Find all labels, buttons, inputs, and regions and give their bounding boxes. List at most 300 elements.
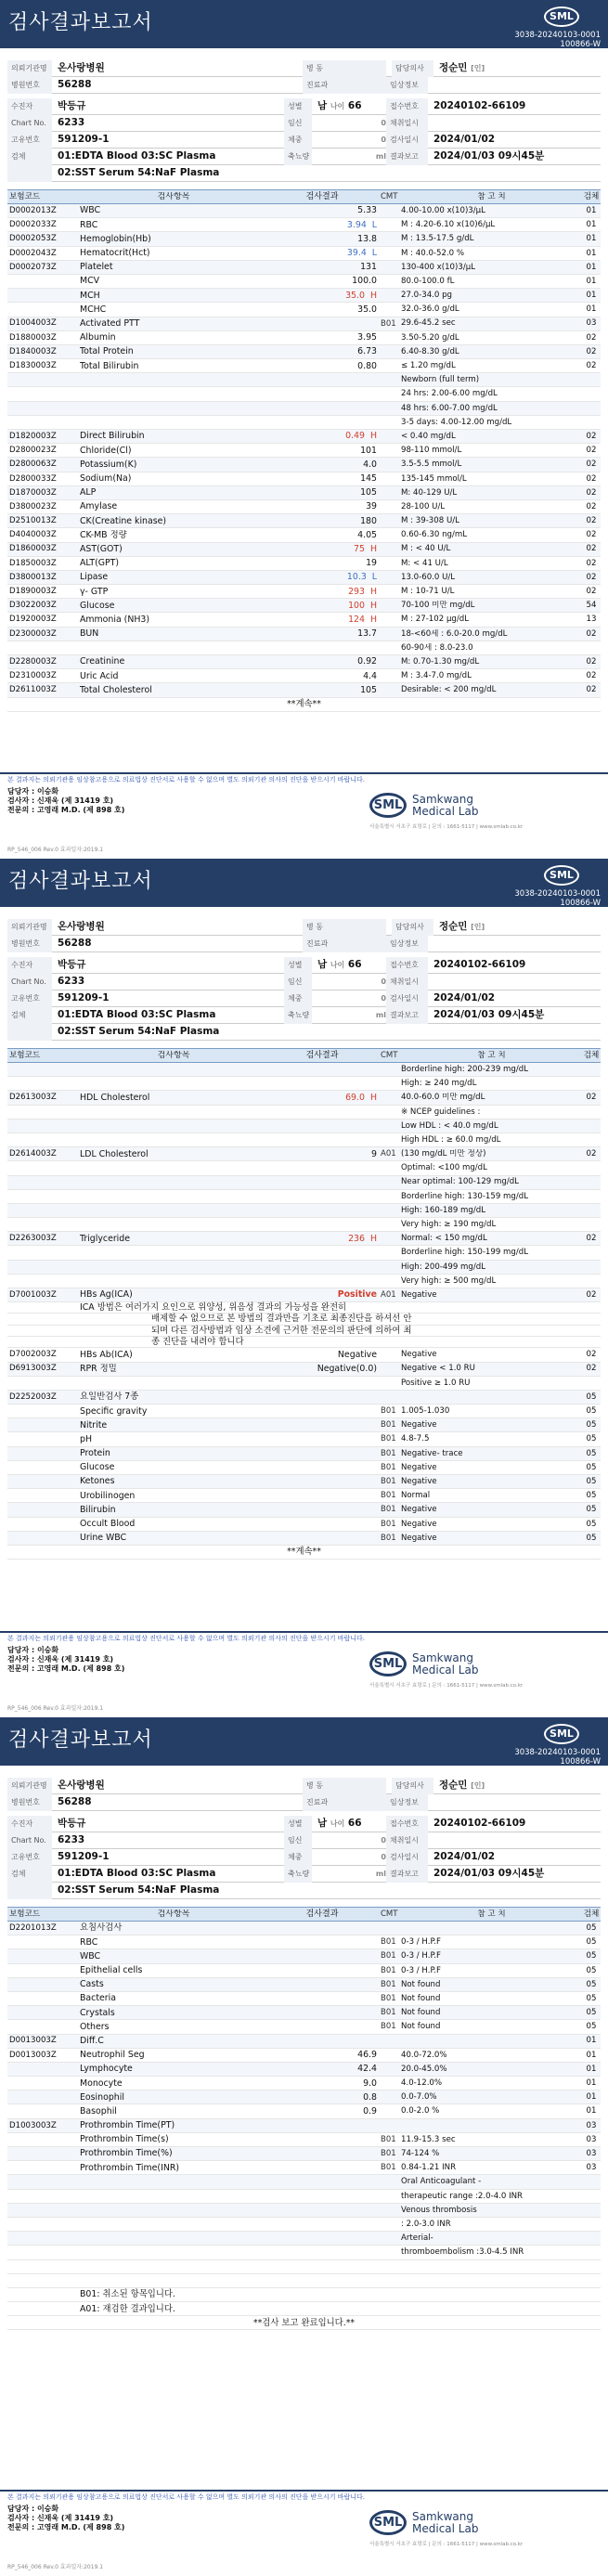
table-row (7, 1377, 601, 1391)
specimen: 02 (586, 446, 597, 456)
test-item: Uric Acid (80, 670, 119, 681)
lab-logo: SML Samkwang Medical Lab (369, 1651, 478, 1676)
test-item: Direct Bilirubin (80, 431, 145, 442)
table-row (7, 557, 601, 571)
specimen: 13 (586, 615, 597, 625)
reference-range: Borderline high: 150-199 mg/dL (401, 1248, 529, 1258)
test-result: 105 (360, 487, 377, 498)
reference-range: M: 0.70-1.30 mg/dL (401, 656, 480, 667)
report-header (0, 0, 608, 48)
reference-range: 40.0-60.0 미만 mg/dL (401, 1093, 485, 1103)
reference-range: 0.0-2.0 % (401, 2106, 440, 2116)
cmt: B01 (381, 1505, 396, 1515)
specimen: 05 (586, 1406, 597, 1416)
cmt: B01 (381, 1448, 396, 1458)
cmt: B01 (381, 1993, 396, 2003)
reference-range: Negative < 1.0 RU (401, 1364, 475, 1374)
table-row (7, 1204, 601, 1218)
table-row (7, 655, 601, 669)
report-title: 검사결과보고서 (8, 870, 153, 893)
test-result: 145 (360, 473, 377, 485)
lab-logo: SML Samkwang Medical Lab (369, 2510, 478, 2535)
specimen: 05 (586, 1993, 597, 2003)
test-item: ALT(GPT) (80, 558, 120, 569)
reference-range: 48 hrs: 6.00-7.00 mg/dL (401, 403, 498, 413)
table-row (7, 1518, 601, 1532)
specimen: 03 (586, 318, 597, 329)
reference-range: Low HDL : < 40.0 mg/dL (401, 1120, 498, 1131)
table-row (7, 1190, 601, 1204)
table-row (7, 2077, 601, 2091)
reference-range: 20.0-45.0% (401, 2064, 447, 2074)
patient-info: 의뢰기관명 온사랑병원 병 동 담당의사 정순민 [인] 병원번호 56288 진료과 임상정보 수진자 박등규 성별 남 나이 66 접수번호 20240102-66109 Chart No. 6233 임신 0 채취일시 고유번호 591209-1 체중 0 검사일시 2024/01/02 검체 01:EDTA Blood 03:SC Plasma 축뇨량 ml 결과보고 2024/01/03 09시45분 02:SST Serum 54:NaF Plasma (7, 919, 601, 1045)
table-row (7, 430, 601, 444)
reference-range: M : 27-102 μg/dL (401, 615, 470, 625)
insurance-code: D2252003Z (9, 1392, 57, 1402)
specimen: 05 (586, 1462, 597, 1472)
test-result: 42.4 (357, 2064, 377, 2075)
test-item: 요침사검사 (80, 1922, 123, 1934)
table-row (7, 289, 601, 303)
test-result: 9.0 (363, 2078, 377, 2089)
table-row (7, 1489, 601, 1503)
test-result: 100.0 (352, 276, 377, 287)
reference-range: 6.40-8.30 g/dL (401, 346, 459, 356)
table-row (7, 1503, 601, 1517)
table-row (7, 2035, 601, 2049)
specimen: 05 (586, 1476, 597, 1486)
test-result: 13.8 (357, 233, 377, 244)
table-row (7, 514, 601, 528)
table-row (7, 1261, 601, 1275)
specimen: 02 (586, 656, 597, 667)
insurance-code: D0013003Z (9, 2050, 57, 2060)
table-row (7, 2091, 601, 2104)
test-result: 180 (360, 515, 377, 526)
table-row (7, 1432, 601, 1446)
test-result: 39 (366, 501, 377, 512)
cmt: B01 (381, 2163, 396, 2173)
cmt: B01 (381, 1979, 396, 1989)
specimen: 02 (586, 516, 597, 526)
test-item: WBC (80, 205, 101, 216)
test-item: Diff.C (80, 2035, 104, 2046)
specimen: 01 (586, 304, 597, 315)
insurance-code: D2611003Z (9, 685, 57, 695)
cmt: B01 (381, 1434, 396, 1444)
report-page: 검사결과보고서 SML 3038-20240103-0001 100866-W 의뢰기관명 온사랑병원 병 동 담당의사 정순민 [인] 병원번호 56288 진료과 임상정보 수진자 박등규 성별 남 나이 66 접수번호 20240102-66109 Chart No. 6233 임신 0 채취일시 고유번호 591209-1 체중 0 검사일시 2024/01/02 검체 01:EDTA Blood 03:SC Plasma 축뇨량 ml 결과보고 2024/01/03 09시45분 02:SST Serum 54:NaF Plasma 보험코드 검사항목 검사결과 CMT 참 고 치 검체 D0002013Z WBC 5.33 4.00-10.00 x(10)3/μL 01 D0002033Z RBC 3.94 L M : 4.20-6.10 x(10)6/μL 01 D0002053Z Hemoglobin(Hb) 13.8 M : 13.5-17.5 g/dL 01 D0002043Z Hematocrit(Hct) 39.4 L M : 40.0-52.0 % 01 D0002073Z Platelet 131 130-400 x(10)3/μL 01 MCV 100.0 80.0-100.0 fL 01 MCH 35.0 H 27.0-34.0 pg 01 MCHC 35.0 32.0-36.0 g/dL 01 D1004003Z Activated PTT B01 29.6-45.2 sec 03 D1880003Z Albumin 3.95 3.50-5.20 g/dL 02 D1840003Z Total Protein 6.73 6.40-8.30 g/dL 02 D1830003Z Total Bilirubin 0.80 ≤ 1.20 mg/dL 02 Newborn (full term) 24 hrs: 2.00-6.00 mg/dL 48 hrs: 6.00-7.00 mg/dL 3-5 days: 4.00-12.00 mg/dL D1820003Z Direct Bilirubin 0.49 H < 0.40 mg/dL 02 D2800023Z Chloride(Cl) 101 98-110 mmol/L 02 D2800063Z Potassium(K) 4.0 3.5-5.5 mmol/L 02 D2800033Z Sodium(Na) 145 135-145 mmol/L 02 D1870003Z ALP 105 M: 40-129 U/L 02 D3800023Z Amylase 39 28-100 U/L 02 D2510013Z CK(Creatine kinase) 180 M : 39-308 U/L 02 D4040003Z CK-MB 정량 4.05 0.60-6.30 ng/mL 02 D1860003Z AST(GOT) 75 H M : < 40 U/L 02 D1850003Z ALT(GPT) 19 M: < 41 U/L 02 D3800013Z Lipase 10.3 L 13.0-60.0 U/L 02 D1890003Z γ- GTP 293 H M : 10-71 U/L 02 D3022003Z Glucose 100 H 70-100 미만 mg/dL 54 D1920003Z Ammonia (NH3) 124 H M : 27-102 μg/dL 13 D2300003Z BUN 13.7 18-<60세 : 6.0-20.0 mg/dL 02 60-90세 : 8.0-23.0 D2280003Z Creatinine 0.92 M: 0.70-1.30 mg/dL 02 D2310003Z Uric Acid 4.4 M : 3.4-7.0 mg/dL 02 D2611003Z Total Cholesterol 105 Desirable: < 200 mg/dL 02 **계속** 본 결과지는 의뢰기관용 임상참고용으로 의료법상 진단서로 사용할 수 없으며 별도 의뢰기관 의사의 진단을 받으시기 바랍니다. 담당자 : 이승화 검사자 : 신재욱 (제 31419 호) 전문의 : 고영래 M.D. (제 898 호) SML Samkwang Medical Lab 서울특별시 서초구 효령로 | 문의 : 1661-5117 | www.smlab.co.kr RP_546_006 Rev.0 효과일자:2019.1 (0, 0, 608, 859)
table-row (7, 1935, 601, 1949)
reference-range: M: < 41 U/L (401, 558, 448, 568)
reference-range: Not found (401, 1993, 441, 2003)
report-title: 검사결과보고서 (8, 1728, 153, 1752)
test-item: Prothrombin Time(%) (80, 2148, 173, 2159)
specimen: 02 (586, 671, 597, 681)
serial-number: 3038-20240103-0001 100866-W (514, 31, 601, 49)
table-row (7, 1218, 601, 1232)
cmt: B01 (381, 318, 396, 329)
specimen: 02 (586, 473, 597, 484)
insurance-code: D1850003Z (9, 558, 57, 568)
signatures: 담당자 : 이승화 검사자 : 신재욱 (제 31419 호) 전문의 : 고영래 M.D. (제 898 호) (7, 787, 125, 814)
reference-range: 24 hrs: 2.00-6.00 mg/dL (401, 389, 498, 399)
test-item: Albumin (80, 332, 116, 343)
insurance-code: D2614003Z (9, 1149, 57, 1159)
specimen: 05 (586, 1979, 597, 1989)
test-item: Urobilinogen (80, 1490, 136, 1501)
test-result: 4.4 (363, 670, 377, 681)
remark-line: B01: 취소된 항목입니다. (7, 2288, 601, 2302)
report-footer (0, 772, 608, 858)
table-row (7, 1288, 601, 1302)
specimen: 02 (586, 544, 597, 554)
specimen: 05 (586, 2022, 597, 2032)
table-row (7, 1246, 601, 1260)
table-row (7, 2175, 601, 2189)
insurance-code: D2310003Z (9, 671, 57, 681)
table-row (7, 1091, 601, 1105)
reference-range: M : < 40 U/L (401, 544, 451, 554)
reference-range: High: ≥ 240 mg/dL (401, 1079, 477, 1089)
test-result: Positive (337, 1289, 377, 1301)
reference-range: M : 4.20-6.10 x(10)6/μL (401, 220, 496, 230)
reference-range: Newborn (full term) (401, 375, 480, 385)
reference-range: Very high: ≥ 500 mg/dL (401, 1275, 497, 1286)
test-item: HBs Ab(ICA) (80, 1349, 133, 1360)
test-item: pH (80, 1433, 93, 1444)
test-item: Glucose (80, 1462, 115, 1473)
test-item: Total Protein (80, 346, 134, 357)
reference-range: 3.5-5.5 mmol/L (401, 460, 462, 470)
table-row (7, 1992, 601, 2006)
form-number: RP_546_006 Rev.0 효과일자:2019.1 (7, 2564, 104, 2570)
table-row (7, 218, 601, 232)
reference-range: 0.84-1.21 INR (401, 2163, 457, 2173)
test-result: 0.49 H (345, 431, 377, 442)
table-row (7, 1232, 601, 1246)
test-result: Negative(0.0) (317, 1363, 377, 1374)
insurance-code: D0002033Z (9, 220, 57, 230)
test-item: Ketones (80, 1476, 115, 1487)
insurance-code: D0002013Z (9, 205, 57, 215)
test-result: 35.0 (357, 304, 377, 315)
reference-range: Venous thrombosis (401, 2205, 477, 2215)
reference-range: Oral Anticoagulant - (401, 2177, 482, 2187)
test-result: 75 H (354, 543, 377, 554)
test-item: Basophil (80, 2105, 117, 2116)
table-row (7, 1405, 601, 1418)
cmt: B01 (381, 2008, 396, 2018)
lab-address: 서울특별시 서초구 효령로 | 문의 : 1661-5117 | www.smlab.co.kr (369, 2542, 524, 2547)
table-row (7, 317, 601, 331)
insurance-code: D2613003Z (9, 1093, 57, 1103)
reference-range: thromboembolism :3.0-4.5 INR (401, 2247, 524, 2258)
reference-range: High: 200-499 mg/dL (401, 1262, 485, 1272)
signatures: 담당자 : 이승화 검사자 : 신재욱 (제 31419 호) 전문의 : 고영래 M.D. (제 898 호) (7, 1646, 125, 1673)
table-row (7, 669, 601, 683)
insurance-code: D1004003Z (9, 318, 57, 329)
test-item: MCV (80, 276, 100, 287)
specimen: 01 (586, 291, 597, 301)
test-item: Amylase (80, 501, 118, 512)
reference-range: Negative (401, 1519, 437, 1529)
test-result: 46.9 (357, 2050, 377, 2061)
reference-range: Negative (401, 1462, 437, 1472)
reference-range: 0.60-6.30 ng/mL (401, 530, 468, 540)
test-result: 10.3 L (346, 572, 377, 583)
test-item: Activated PTT (80, 317, 140, 329)
table-row (7, 387, 601, 401)
specimen: 01 (586, 234, 597, 244)
specimen: 02 (586, 628, 597, 639)
specimen: 02 (586, 332, 597, 343)
reference-range: 29.6-45.2 sec (401, 318, 456, 329)
table-row (7, 1133, 601, 1147)
report-title: 검사결과보고서 (8, 11, 153, 34)
remark-line: ICA 방법은 여러가지 요인으로 위양성, 위음성 결과의 가능성을 완전히 (7, 1302, 601, 1314)
table-row (7, 2006, 601, 2020)
test-item: HBs Ag(ICA) (80, 1289, 133, 1301)
test-item: Bacteria (80, 1993, 116, 2004)
cmt: B01 (381, 1937, 396, 1948)
test-result: 4.05 (357, 529, 377, 540)
report-page: 검사결과보고서 SML 3038-20240103-0001 100866-W 의뢰기관명 온사랑병원 병 동 담당의사 정순민 [인] 병원번호 56288 진료과 임상정보 수진자 박등규 성별 남 나이 66 접수번호 20240102-66109 Chart No. 6233 임신 0 채취일시 고유번호 591209-1 체중 0 검사일시 2024/01/02 검체 01:EDTA Blood 03:SC Plasma 축뇨량 ml 결과보고 2024/01/03 09시45분 02:SST Serum 54:NaF Plasma 보험코드 검사항목 검사결과 CMT 참 고 치 검체 D2201013Z 요침사검사 05 RBC B01 0-3 / H.P.F 05 WBC B01 0-3 / H.P.F 05 Epithelial cells B01 0-3 / H.P.F 05 Casts B01 Not found 05 Bacteria B01 Not found 05 Crystals B01 Not found 05 Others B01 Not found 05 D0013003Z Diff.C 01 D0013003Z Neutrophil Seg 46.9 40.0-72.0% 01 Lymphocyte 42.4 20.0-45.0% 01 Monocyte 9.0 4.0-12.0% 01 Eosinophil 0.8 0.0-7.0% 01 Basophil 0.9 0.0-2.0 % 01 D1003003Z Prothrombin Time(PT) 03 Prothrombin Time(s) B01 11.9-15.3 sec 03 Prothrombin Time(%) B01 74-124 % 03 Prothrombin Time(INR) B01 0.84-1.21 INR 03 Oral Anticoagulant - therapeutic range :2.0-4.0 INR Venous thrombosis : 2.0-3.0 INR Arterial- thromboembolism :3.0-4.5 INR B01: 취소된 항목입니다. A01: 재검한 결과입니다. **검사 보고 완료입니다.** 본 결과지는 의뢰기관용 임상참고용으로 의료법상 진단서로 사용할 수 없으며 별도 의뢰기관 의사의 진단을 받으시기 바랍니다. 담당자 : 이승화 검사자 : 신재욱 (제 31419 호) 전문의 : 고영래 M.D. (제 898 호) SML Samkwang Medical Lab 서울특별시 서초구 효령로 | 문의 : 1661-5117 | www.smlab.co.kr RP_546_006 Rev.0 효과일자:2019.1 (0, 1717, 608, 2576)
test-item: Prothrombin Time(INR) (80, 2162, 180, 2173)
test-item: CK(Creatine kinase) (80, 515, 167, 526)
reference-range: Not found (401, 2022, 441, 2032)
insurance-code: D7001003Z (9, 1289, 57, 1300)
reference-range: Negative (401, 1533, 437, 1543)
specimen: 03 (586, 2163, 597, 2173)
test-result: 100 H (348, 600, 377, 611)
remark-line: 되며 다른 검사방법과 임상 소견에 근거한 전문의의 판단에 의하여 최 (7, 1326, 601, 1337)
table-row (7, 2190, 601, 2204)
reference-range: 13.0-60.0 U/L (401, 572, 456, 582)
test-item: Crystals (80, 2007, 115, 2018)
reference-range: M : 40.0-52.0 % (401, 248, 465, 258)
reference-range: ※ NCEP guidelines : (401, 1107, 481, 1117)
test-result: 0.9 (363, 2105, 377, 2116)
reference-range: 80.0-100.0 fL (401, 276, 455, 286)
table-header: 보험코드 검사항목 검사결과 CMT 참 고 치 검체 (7, 189, 601, 204)
insurance-code: D3022003Z (9, 601, 57, 611)
specimen: 05 (586, 1951, 597, 1961)
reference-range: 70-100 미만 mg/dL (401, 601, 475, 611)
table-row (7, 2104, 601, 2118)
test-item: Neutrophil Seg (80, 2050, 145, 2061)
reference-range: 74-124 % (401, 2148, 440, 2158)
footnote: 본 결과지는 의뢰기관용 임상참고용으로 의료법상 진단서로 사용할 수 없으며 별도 의뢰기관 의사의 진단을 받으시기 바랍니다. (7, 1635, 365, 1642)
test-result: 236 H (348, 1233, 377, 1244)
table-header: 보험코드 검사항목 검사결과 CMT 참 고 치 검체 (7, 1048, 601, 1063)
patient-info: 의뢰기관명 온사랑병원 병 동 담당의사 정순민 [인] 병원번호 56288 진료과 임상정보 수진자 박등규 성별 남 나이 66 접수번호 20240102-66109 Chart No. 6233 임신 0 채취일시 고유번호 591209-1 체중 0 검사일시 2024/01/02 검체 01:EDTA Blood 03:SC Plasma 축뇨량 ml 결과보고 2024/01/03 09시45분 02:SST Serum 54:NaF Plasma (7, 60, 601, 187)
table-row (7, 472, 601, 486)
reference-range: ≤ 1.20 mg/dL (401, 361, 456, 370)
reference-range: Positive ≥ 1.0 RU (401, 1378, 471, 1388)
serial-number: 3038-20240103-0001 100866-W (514, 889, 601, 908)
test-item: Hemoglobin(Hb) (80, 233, 151, 244)
cmt: B01 (381, 1406, 396, 1417)
table-row (7, 444, 601, 458)
test-item: RBC (80, 219, 98, 230)
specimen: 05 (586, 1392, 597, 1402)
table-row (7, 232, 601, 246)
specimen: 01 (586, 2092, 597, 2103)
table-row (7, 543, 601, 557)
form-number: RP_546_006 Rev.0 효과일자:2019.1 (7, 847, 104, 853)
table-row (7, 1418, 601, 1432)
reference-range: 0-3 / H.P.F (401, 1937, 441, 1948)
test-item: Triglyceride (80, 1233, 131, 1244)
reference-range: Negative (401, 1505, 437, 1515)
reference-range: 40.0-72.0% (401, 2050, 447, 2060)
specimen: 02 (586, 685, 597, 695)
specimen: 02 (586, 1364, 597, 1374)
test-result: 0.8 (363, 2091, 377, 2103)
test-result: 39.4 L (346, 248, 377, 259)
test-item: Glucose (80, 600, 115, 611)
table-row (7, 373, 601, 387)
test-item: Bilirubin (80, 1504, 116, 1515)
test-item: RPR 정밀 (80, 1363, 117, 1374)
table-row (7, 2147, 601, 2161)
test-item: ALP (80, 487, 97, 498)
test-result: 293 H (348, 586, 377, 597)
specimen: 01 (586, 2036, 597, 2046)
table-row (7, 2204, 601, 2218)
insurance-code: D2510013Z (9, 516, 57, 526)
test-result: 101 (360, 445, 377, 456)
reference-range: M : 3.4-7.0 mg/dL (401, 671, 472, 681)
insurance-code: D0013003Z (9, 2036, 57, 2046)
insurance-code: D4040003Z (9, 530, 57, 540)
specimen: 05 (586, 1434, 597, 1444)
table-row (7, 345, 601, 359)
specimen: 01 (586, 262, 597, 272)
test-result: 35.0 H (345, 290, 377, 301)
specimen: 05 (586, 1965, 597, 1975)
table-row (7, 1922, 601, 1935)
insurance-code: D2201013Z (9, 1922, 57, 1933)
patient-info: 의뢰기관명 온사랑병원 병 동 담당의사 정순민 [인] 병원번호 56288 진료과 임상정보 수진자 박등규 성별 남 나이 66 접수번호 20240102-66109 Chart No. 6233 임신 0 채취일시 고유번호 591209-1 체중 0 검사일시 2024/01/02 검체 01:EDTA Blood 03:SC Plasma 축뇨량 ml 결과보고 2024/01/03 09시45분 02:SST Serum 54:NaF Plasma (7, 1778, 601, 1904)
cmt: B01 (381, 1477, 396, 1486)
specimen: 02 (586, 501, 597, 511)
table-row (7, 1147, 601, 1161)
table-row (7, 1949, 601, 1963)
specimen: 05 (586, 1519, 597, 1529)
reference-range: (130 mg/dL 미만 정상) (401, 1149, 486, 1159)
test-item: Total Cholesterol (80, 684, 152, 695)
table-row (7, 1964, 601, 1978)
lab-address: 서울특별시 서초구 효령로 | 문의 : 1661-5117 | www.smlab.co.kr (369, 1683, 524, 1689)
insurance-code: D2800063Z (9, 460, 57, 470)
reference-range: 130-400 x(10)3/μL (401, 262, 475, 272)
test-item: Hematocrit(Hct) (80, 248, 150, 259)
test-result: 3.94 L (346, 219, 377, 230)
report-footer (0, 2490, 608, 2575)
reference-range: Normal: < 150 mg/dL (401, 1234, 487, 1244)
table-row (7, 1363, 601, 1377)
table-row (7, 247, 601, 261)
insurance-code: D1830003Z (9, 361, 57, 370)
cmt: A01 (381, 1149, 396, 1159)
test-item: Nitrite (80, 1419, 108, 1430)
table-row (7, 2232, 601, 2246)
specimen: 02 (586, 1093, 597, 1103)
table-row (7, 2119, 601, 2133)
test-item: Epithelial cells (80, 1965, 143, 1976)
test-item: Prothrombin Time(s) (80, 2134, 169, 2145)
footnote: 본 결과지는 의뢰기관용 임상참고용으로 의료법상 진단서로 사용할 수 없으며 별도 의뢰기관 의사의 진단을 받으시기 바랍니다. (7, 2493, 365, 2501)
test-result: 131 (360, 262, 377, 273)
table-row (7, 2218, 601, 2232)
cmt: B01 (381, 2022, 396, 2032)
reference-range: 4.0-12.0% (401, 2078, 443, 2088)
table-row (7, 359, 601, 373)
test-item: Total Bilirubin (80, 360, 139, 371)
cmt: B01 (381, 1462, 396, 1472)
reference-range: M : 10-71 U/L (401, 587, 455, 596)
test-result: 0.80 (357, 360, 377, 371)
reference-range: 18-<60세 : 6.0-20.0 mg/dL (401, 628, 508, 639)
table-row (7, 402, 601, 416)
test-item: Eosinophil (80, 2091, 124, 2103)
specimen: 01 (586, 205, 597, 215)
sml-logo: SML (544, 865, 579, 886)
reference-range: Not found (401, 1979, 441, 1989)
table-row (7, 1120, 601, 1133)
specimen: 05 (586, 1937, 597, 1948)
reference-range: Negative (401, 1350, 437, 1360)
insurance-code: D1860003Z (9, 544, 57, 554)
reference-range: 0.0-7.0% (401, 2092, 437, 2103)
reference-range: Desirable: < 200 mg/dL (401, 685, 497, 695)
reference-range: 0-3 / H.P.F (401, 1965, 441, 1975)
insurance-code: D6913003Z (9, 1364, 57, 1374)
reference-range: 11.9-15.3 sec (401, 2134, 456, 2144)
reference-range: therapeutic range :2.0-4.0 INR (401, 2191, 524, 2201)
table-row (7, 2161, 601, 2175)
cmt: B01 (381, 2134, 396, 2144)
specimen: 03 (586, 2148, 597, 2158)
reference-range: Very high: ≥ 190 mg/dL (401, 1220, 497, 1229)
specimen: 05 (586, 1448, 597, 1458)
specimen: 02 (586, 572, 597, 582)
insurance-code: D1880003Z (9, 332, 57, 343)
cmt: B01 (381, 1965, 396, 1975)
specimen: 02 (586, 460, 597, 470)
reference-range: < 0.40 mg/dL (401, 431, 456, 441)
specimen: 03 (586, 2134, 597, 2144)
reference-range: Negative (401, 1476, 437, 1486)
insurance-code: D1920003Z (9, 615, 57, 625)
reference-range: 1.005-1.030 (401, 1406, 450, 1416)
specimen: 02 (586, 558, 597, 568)
serial-number: 3038-20240103-0001 100866-W (514, 1748, 601, 1767)
test-item: Creatinine (80, 656, 125, 667)
reference-range: Negative (401, 1420, 437, 1430)
table-row (7, 1077, 601, 1091)
table-row (7, 416, 601, 430)
specimen: 01 (586, 220, 597, 230)
report-footer (0, 1631, 608, 1716)
report-header (0, 859, 608, 907)
table-row (7, 571, 601, 585)
test-item: RBC (80, 1936, 98, 1948)
table-row (7, 599, 601, 613)
test-item: 요일반검사 7종 (80, 1392, 139, 1403)
signatures: 담당자 : 이승화 검사자 : 신재욱 (제 31419 호) 전문의 : 고영래 M.D. (제 898 호) (7, 2505, 125, 2531)
